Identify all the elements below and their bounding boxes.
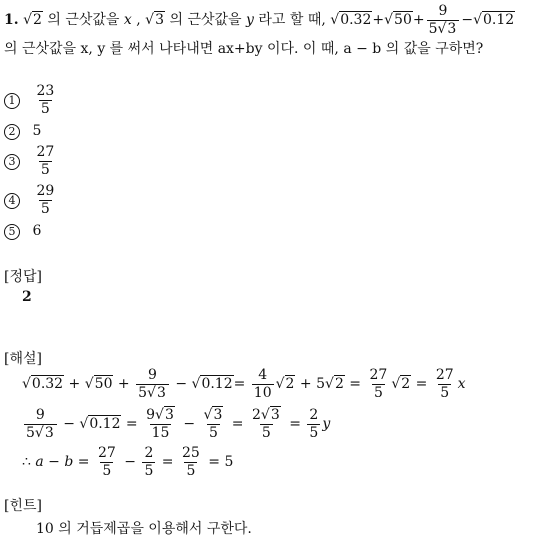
choice-1-fraction: $\frac{23}{5}$ xyxy=(36,83,55,117)
choice-number: 3 xyxy=(4,154,20,170)
choice-5-text: 6 xyxy=(32,223,42,239)
choice-4-fraction: $\frac{29}{5}$ xyxy=(36,183,55,217)
solution-label: [해설] xyxy=(4,351,42,367)
choice-number: 4 xyxy=(4,193,20,209)
problem-line-2: 의 근삿값을 x, y 를 써서 나타내면 ax+by 이다. 이 때, a − b 의 값을 구하면? xyxy=(4,41,484,57)
choice-5[interactable] xyxy=(4,223,41,240)
hint-text: 10 의 거듭제곱을 이용해서 구한다. xyxy=(36,521,252,537)
choice-2-text: 5 xyxy=(32,123,42,139)
solution-line-2: $\frac{9}{5√3}$ − √0.12 = $\frac{9√3}{15}$ − $\frac{√3}{5}$ = $\frac{2√3}{5}$ = $\frac{2}{5}$ y xyxy=(26,407,331,441)
answer-value: 2 xyxy=(22,289,32,305)
solution-line-1: √0.32 + √50 + $\frac{9}{5√3}$ − √0.12= $\frac{4}{10}$ √2 + 5√2 = $\frac{27}{5}$ √2 = $\frac{27}{5}$ x xyxy=(22,367,466,401)
choice-1[interactable] xyxy=(4,84,58,116)
choice-4[interactable] xyxy=(4,184,58,216)
problem-number: 1. xyxy=(4,12,19,29)
choice-number: 1 xyxy=(4,93,20,109)
solution-line-3: ∴ a − b = $\frac{27}{5}$ − $\frac{2}{5}$ = $\frac{25}{5}$ = 5 xyxy=(22,445,234,479)
choice-3[interactable] xyxy=(4,145,58,177)
answer-label: [정답] xyxy=(4,269,42,285)
problem-line-1: 1. √2 의 근삿값을 x , √3 의 근삿값을 y 라고 할 때, √0.32+√50+ $\frac{9}{5√3}$ −√0.12 xyxy=(4,3,515,37)
choice-number: 2 xyxy=(4,124,20,140)
choice-2[interactable] xyxy=(4,123,41,140)
hint-label: [힌트] xyxy=(4,498,42,514)
choice-3-fraction: $\frac{27}{5}$ xyxy=(36,144,55,178)
choice-number: 5 xyxy=(4,224,20,240)
